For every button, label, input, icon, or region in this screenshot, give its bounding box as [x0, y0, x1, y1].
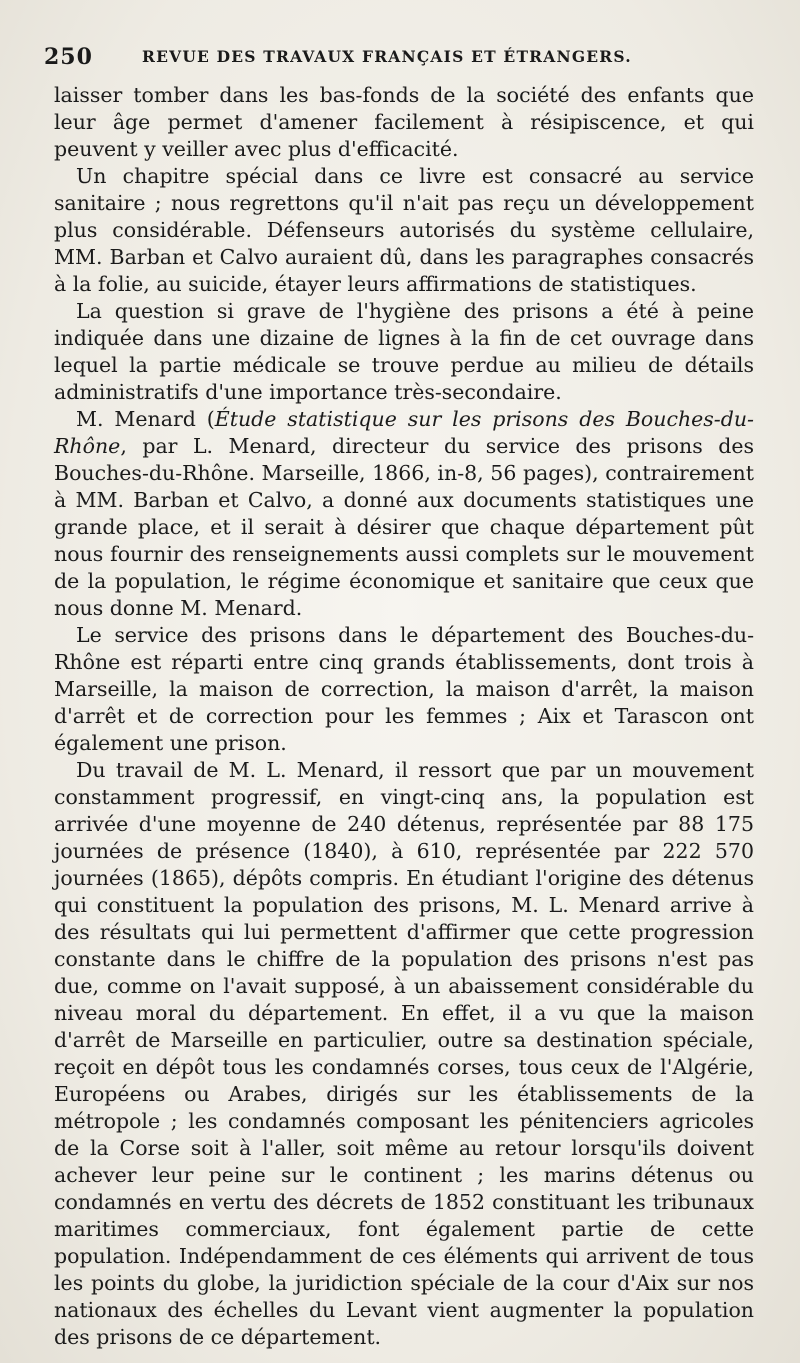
menard-lead: M. Menard (	[76, 407, 215, 431]
paragraph-population-growth: Du travail de M. L. Menard, il ressort que par un mouvement constamment progressif, en vingt-cinq ans, la population est arrivée d'une moyenne de 240 détenus, représentée par 88 175 journées de présence (1840), à 610, représentée par 222 570 journées (1865), dépôts compris. En étudiant l'origine des détenus qui constituent la population des prisons, M. L. Menard arrive à des résultats qui lui permettent d'affirmer que cette progression constante dans le chiffre de la population des prisons n'est pas due, comme on l'avait supposé, à un abaissement considérable du niveau moral du département. En effet, il a vu que la maison d'arrêt de Marseille en particulier, outre sa destination spéciale, reçoit en dépôt tous les condamnés corses, tous ceux de l'Algérie, Européens ou Arabes, dirigés sur les établissements de la métropole ; les condamnés composant les pénitenciers agricoles de la Corse soit à l'aller, soit même au retour lorsqu'ils doivent achever leur peine sur le continent ; les marins détenus ou condamnés en vertu des décrets de 1852 constituant les tribunaux maritimes commerciaux, font également partie de cette population. Indépendamment de ces éléments qui arrivent de tous les points du globe, la juridiction spéciale de la cour d'Aix sur nos nationaux des échelles du Levant vient augmenter la population des prisons de ce département.	[54, 758, 754, 1349]
menard-rest: , par L. Menard, directeur du service des prisons des Bouches-du-Rhône. Marseille, 1866, in-8, 56 pages), contrairement à MM. Barban et Calvo, a donné aux documents statistiques une grande place, et il serait à désirer que chaque département pût nous fournir des renseignements aussi complets sur le mouvement de la population, le régime économique et sanitaire que ceux que nous donne M. Menard.	[54, 434, 754, 620]
page-header	[44, 44, 684, 78]
page-number: 250	[44, 44, 93, 70]
body-text	[54, 82, 754, 1351]
paragraph-menard-study	[54, 406, 754, 622]
menard-book-title: Étude statistique sur les prisons des Bouches-du-Rhône	[54, 407, 754, 458]
running-title: REVUE DES TRAVAUX FRANÇAIS ET ÉTRANGERS.	[142, 47, 632, 66]
paragraph-continuation: laisser tomber dans les bas-fonds de la société des enfants que leur âge permet d'amener facilement à résipiscence, et qui peuvent y veiller avec plus d'efficacité.	[54, 83, 754, 161]
paragraph-prison-service: Le service des prisons dans le département des Bouches-du-Rhône est réparti entre cinq grands établissements, dont trois à Marseille, la maison de correction, la maison d'arrêt, la maison d'arrêt et de correction pour les femmes ; Aix et Tarascon ont également une prison.	[54, 623, 754, 755]
paragraph-sanitary-chapter: Un chapitre spécial dans ce livre est consacré au service sanitaire ; nous regrettons qu'il n'ait pas reçu un développement plus considérable. Défenseurs autorisés du système cellulaire, MM. Barban et Calvo auraient dû, dans les paragraphes consacrés à la folie, au suicide, étayer leurs affirmations de statistiques.	[54, 164, 754, 296]
paragraph-hygiene-question: La question si grave de l'hygiène des prisons a été à peine indiquée dans une dizaine de lignes à la fin de cet ouvrage dans lequel la partie médicale se trouve perdue au milieu de détails administratifs d'une importance très-secondaire.	[54, 299, 754, 404]
